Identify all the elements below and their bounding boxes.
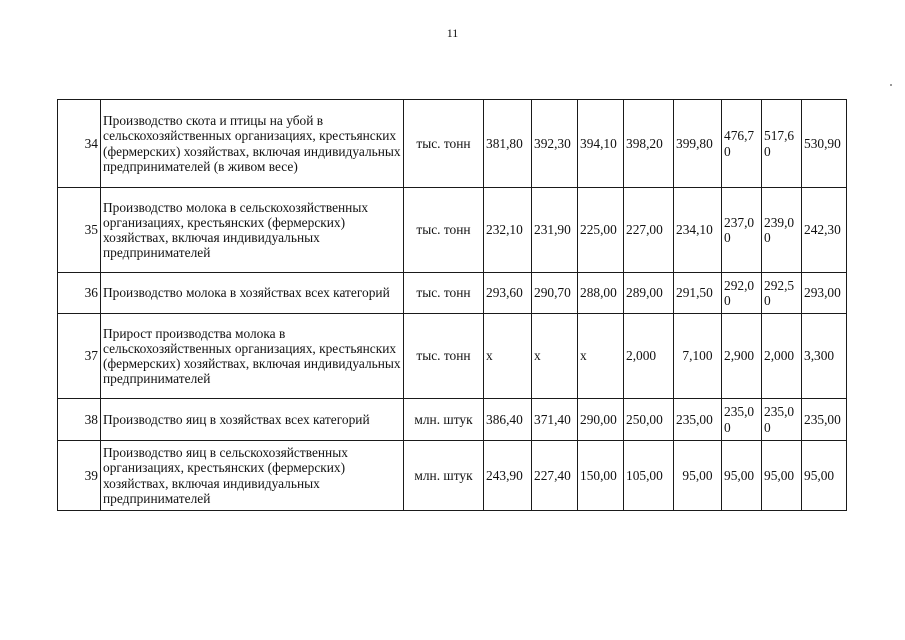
table-row — [58, 273, 847, 314]
value-cell: 234,10 — [674, 188, 722, 273]
value-cell: 399,80 — [674, 100, 722, 188]
indicator-name: Производство молока в хозяйствах всех категорий — [101, 273, 404, 314]
unit-cell: тыс. тонн — [404, 314, 484, 399]
value-cell: 237,00 — [722, 188, 762, 273]
value-cell: 530,90 — [802, 100, 847, 188]
value-cell: 235,00 — [722, 399, 762, 441]
value-cell: 231,90 — [532, 188, 578, 273]
value-cell: 95,00 — [674, 441, 722, 511]
indicator-name: Производство скота и птицы на убой в сельскохозяйственных организациях, крестьянских (фермерских) хозяйствах, включая индивидуальных предпринимателей (в живом весе) — [101, 100, 404, 188]
value-cell: 239,00 — [762, 188, 802, 273]
indicator-table — [57, 99, 847, 511]
value-cell: 243,90 — [484, 441, 532, 511]
value-cell: 292,00 — [722, 273, 762, 314]
scan-dot — [890, 84, 892, 86]
table-row — [58, 100, 847, 188]
value-cell: 291,50 — [674, 273, 722, 314]
value-cell: 476,70 — [722, 100, 762, 188]
value-cell: 95,00 — [802, 441, 847, 511]
row-number: 36 — [58, 273, 101, 314]
unit-cell: млн. штук — [404, 441, 484, 511]
value-cell: 225,00 — [578, 188, 624, 273]
value-cell: 371,40 — [532, 399, 578, 441]
value-cell: 386,40 — [484, 399, 532, 441]
value-cell: 288,00 — [578, 273, 624, 314]
value-cell: 95,00 — [762, 441, 802, 511]
value-cell: 227,00 — [624, 188, 674, 273]
indicator-name: Производство яиц в хозяйствах всех категорий — [101, 399, 404, 441]
value-cell: 392,30 — [532, 100, 578, 188]
unit-cell: тыс. тонн — [404, 273, 484, 314]
value-cell: 235,00 — [762, 399, 802, 441]
value-cell: 290,00 — [578, 399, 624, 441]
value-cell: 105,00 — [624, 441, 674, 511]
unit-cell: млн. штук — [404, 399, 484, 441]
value-cell: 293,60 — [484, 273, 532, 314]
value-cell: 150,00 — [578, 441, 624, 511]
value-cell: 227,40 — [532, 441, 578, 511]
indicator-name: Производство яиц в сельскохозяйственных организациях, крестьянских (фермерских) хозяйствах, включая индивидуальных предпринимателей — [101, 441, 404, 511]
value-cell: x — [578, 314, 624, 399]
value-cell: 232,10 — [484, 188, 532, 273]
value-cell: x — [484, 314, 532, 399]
value-cell: 95,00 — [722, 441, 762, 511]
row-number: 38 — [58, 399, 101, 441]
value-cell: 517,60 — [762, 100, 802, 188]
value-cell: 394,10 — [578, 100, 624, 188]
table-row — [58, 441, 847, 511]
value-cell: 293,00 — [802, 273, 847, 314]
value-cell: 7,100 — [674, 314, 722, 399]
indicator-name: Прирост производства молока в сельскохозяйственных организациях, крестьянских (фермерских) хозяйствах, включая индивидуальных предпринимателей — [101, 314, 404, 399]
table-row — [58, 188, 847, 273]
value-cell: 289,00 — [624, 273, 674, 314]
indicator-name: Производство молока в сельскохозяйственных организациях, крестьянских (фермерских) хозяйствах, включая индивидуальных предпринимателей — [101, 188, 404, 273]
value-cell: x — [532, 314, 578, 399]
value-cell: 2,900 — [722, 314, 762, 399]
value-cell: 292,50 — [762, 273, 802, 314]
value-cell: 250,00 — [624, 399, 674, 441]
table-row — [58, 399, 847, 441]
unit-cell: тыс. тонн — [404, 100, 484, 188]
row-number: 39 — [58, 441, 101, 511]
value-cell: 235,00 — [674, 399, 722, 441]
value-cell: 242,30 — [802, 188, 847, 273]
value-cell: 2,000 — [624, 314, 674, 399]
value-cell: 381,80 — [484, 100, 532, 188]
value-cell: 398,20 — [624, 100, 674, 188]
value-cell: 290,70 — [532, 273, 578, 314]
row-number: 37 — [58, 314, 101, 399]
table-row — [58, 314, 847, 399]
unit-cell: тыс. тонн — [404, 188, 484, 273]
page-number: 11 — [446, 26, 459, 40]
value-cell: 235,00 — [802, 399, 847, 441]
value-cell: 3,300 — [802, 314, 847, 399]
value-cell: 2,000 — [762, 314, 802, 399]
row-number: 34 — [58, 100, 101, 188]
row-number: 35 — [58, 188, 101, 273]
